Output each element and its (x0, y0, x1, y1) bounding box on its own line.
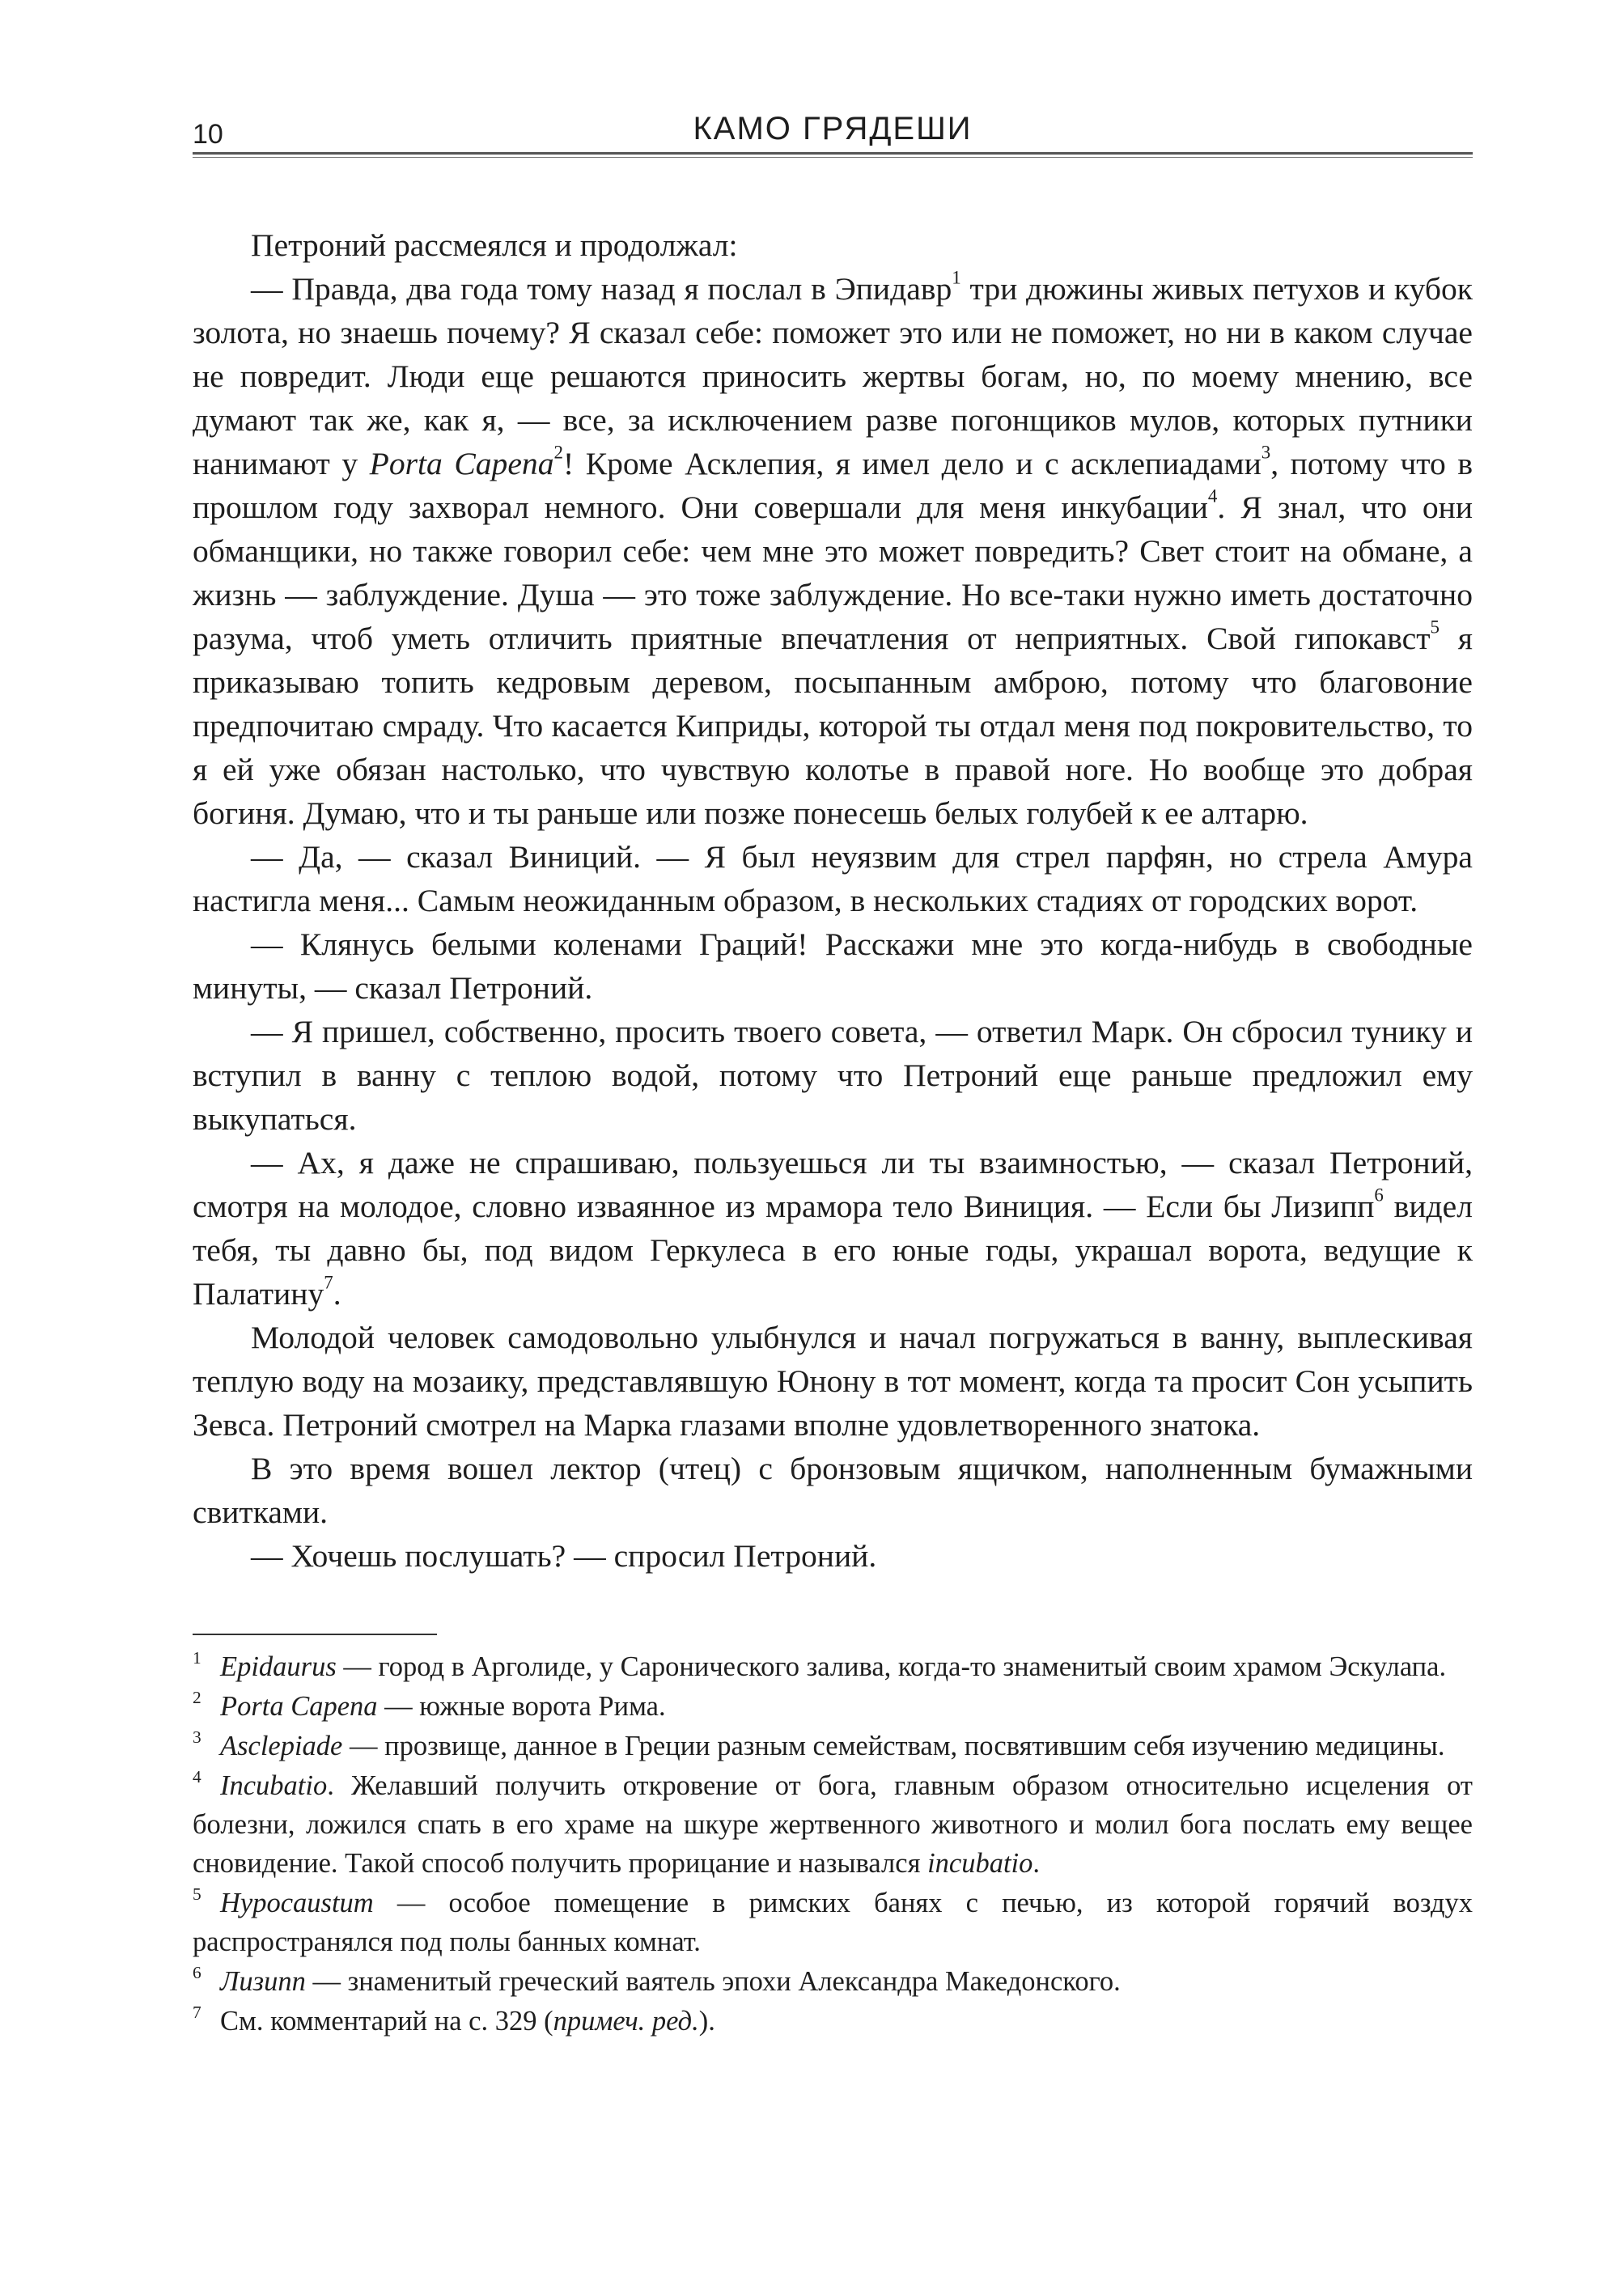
paragraph (193, 835, 1473, 922)
footnote: 4 Incubatio. Желавший получить откровение от бога, главным образом относительно исцеления от болезни, ложился спать в его храме на шкуре жертвенного животного и молил бога послать ему вещее сновидение. Такой способ получить прорицание и назывался incubatio. (193, 1767, 1473, 1879)
footnote: 6 Лизипп — знаменитый греческий ваятель эпохи Александра Македонского. (193, 1963, 1121, 1997)
running-title: КАМО ГРЯДЕШИ (693, 111, 973, 146)
text-run: — Правда, два года тому назад я послал в Эпидавр (251, 271, 952, 307)
italic-text: incubatio (927, 1848, 1033, 1879)
italic-text: Porta Capena (220, 1691, 378, 1722)
paragraph (193, 1447, 1473, 1534)
text-run: . Желавший получить откровение от бога, главным образом относительно исцеления от болезни, ложился спать в его храме на шкуре жертвенного животного и молил бога послать ему вещее сновидение. Такой способ получить прорицание и назывался (193, 1770, 1473, 1879)
text-run: — знаменитый греческий ваятель эпохи Александра Македонского. (305, 1966, 1121, 1997)
text-run: . (1032, 1848, 1041, 1879)
text-run: ! Кроме Асклепия, я имел дело и с асклепиадами (562, 446, 1261, 481)
italic-text: Incubatio (220, 1770, 328, 1801)
footnote: 7 См. комментарий на с. 329 (примеч. ред.). (193, 2003, 715, 2037)
text-run: я приказываю топить кедровым деревом, посыпанным амброю, потому что благовоние предпочитаю смраду. Что касается Киприды, которой ты отдал меня под покровительство, то я ей уже обязан настолько, что чувствую колотье в правой ноге. Но вообще это добрая богиня. Думаю, что и ты раньше или позже понесешь белых голубей к ее алтарю. (193, 621, 1473, 831)
text-run: ). (698, 2006, 715, 2037)
footnote-separator (193, 1634, 437, 1635)
text-run: . (333, 1276, 341, 1312)
footnote: 2 Porta Capena — южные ворота Рима. (193, 1688, 666, 1722)
footnotes (193, 1647, 1473, 2041)
running-header (193, 95, 1473, 154)
text-run: — прозвище, данное в Греции разным семействам, посвятившим себя изучению медицины. (342, 1731, 1445, 1761)
text-run: Молодой человек самодовольно улыбнулся и начал погружаться в ванну, выплескивая теплую воду на мозаику, представлявшую Юнону в тот момент, когда та просит Сон усыпить Зевса. Петроний смотрел на Марка глазами вполне удовлетворенного знатока. (193, 1320, 1473, 1443)
italic-text: примеч. ред. (553, 2006, 699, 2037)
footnote-ref: 2 (553, 442, 563, 463)
main-text (193, 223, 1473, 1578)
italic-text: Лизипп (220, 1966, 306, 1997)
italic-text: Asclepiade (220, 1731, 343, 1761)
text-run: , потому что в прошлом году захворал немного. Они совершали для меня инкубации (193, 446, 1473, 525)
text-run: — Хочешь послушать? — спросил Петроний. (251, 1538, 877, 1574)
paragraph (193, 1141, 1473, 1316)
text-run: — Ах, я даже не спрашиваю, пользуешься ли ты взаимностью, — сказал Петроний, смотря на молодое, словно изваянное из мрамора тело Виниция. — Если бы Лизипп (193, 1145, 1473, 1224)
text-run: видел тебя, ты давно бы, под видом Геркулеса в его юные годы, украшал ворота, ведущие к Палатину (193, 1189, 1473, 1312)
footnote-ref: 1 (952, 267, 961, 288)
footnote-ref: 4 (1207, 485, 1218, 506)
paragraph (193, 1534, 1473, 1578)
footnote: 3 Asclepiade — прозвище, данное в Греции разным семействам, посвятившим себя изучению медицины. (193, 1727, 1445, 1761)
paragraph (193, 922, 1473, 1010)
italic-text: Epidaurus (220, 1651, 337, 1682)
text-run: три дюжины живых петухов и кубок золота, но знаешь почему? Я сказал себе: поможет это или не поможет, но ни в каком случае не повредит. Люди еще решаются приносить жертвы богам, но, по моему мнению, все думают так же, как я, — все, за исключением разве погонщиков мулов, которых путники нанимают у (193, 271, 1473, 481)
text-run: . Я знал, что они обманщики, но также говорил себе: чем мне это может повредить? Свет стоит на обмане, а жизнь — заблуждение. Душа — это тоже заблуждение. Но все-таки нужно иметь достаточно разума, чтоб уметь отличить приятные впечатления от неприятных. Свой гипокавст (193, 490, 1473, 656)
text-run: — южные ворота Рима. (377, 1691, 666, 1722)
header-rule (193, 152, 1473, 155)
text-run: — Да, — сказал Виниций. — Я был неуязвим для стрел парфян, но стрела Амура настигла меня... Самым неожиданным образом, в нескольких стадиях от городских ворот. (193, 839, 1473, 918)
paragraph (193, 267, 1473, 835)
italic-text: Porta Capena (369, 446, 554, 481)
text-run: См. комментарий на с. 329 ( (220, 2006, 553, 2037)
text-run: — Я пришел, собственно, просить твоего совета, — ответил Марк. Он сбросил тунику и вступил в ванну с теплою водой, потому что Петроний еще раньше предложил ему выкупаться. (193, 1014, 1473, 1137)
footnote: 1 Epidaurus — город в Арголиде, у Саронического залива, когда-то знаменитый своим храмом Эскулапа. (193, 1648, 1447, 1682)
text-run: — особое помещение в римских банях с печью, из которой горячий воздух распространялся под полы банных комнат. (193, 1888, 1473, 1957)
text-run: В это время вошел лектор (чтец) с бронзовым ящичком, наполненным бумажными свитками. (193, 1451, 1473, 1530)
paragraph (193, 1010, 1473, 1141)
paragraph (193, 1316, 1473, 1447)
page-number: 10 (193, 119, 223, 150)
footnote-ref: 3 (1261, 442, 1271, 463)
text-run: — город в Арголиде, у Саронического залива, когда-то знаменитый своим храмом Эскулапа. (336, 1651, 1447, 1682)
footnote-ref: 6 (1374, 1185, 1384, 1206)
paragraph (193, 223, 1473, 267)
text-run: — Клянусь белыми коленами Граций! Расскажи мне это когда-нибудь в свободные минуты, — сказал Петроний. (193, 926, 1473, 1006)
text-run: Петроний рассмеялся и продолжал: (251, 227, 738, 263)
italic-text: Hypocaustum (220, 1888, 374, 1918)
header-rule-thin (193, 157, 1473, 158)
footnote-ref: 7 (324, 1272, 333, 1293)
footnote: 5 Hypocaustum — особое помещение в римских банях с печью, из которой горячий воздух распространялся под полы банных комнат. (193, 1884, 1473, 1957)
footnote-ref: 5 (1430, 617, 1440, 638)
